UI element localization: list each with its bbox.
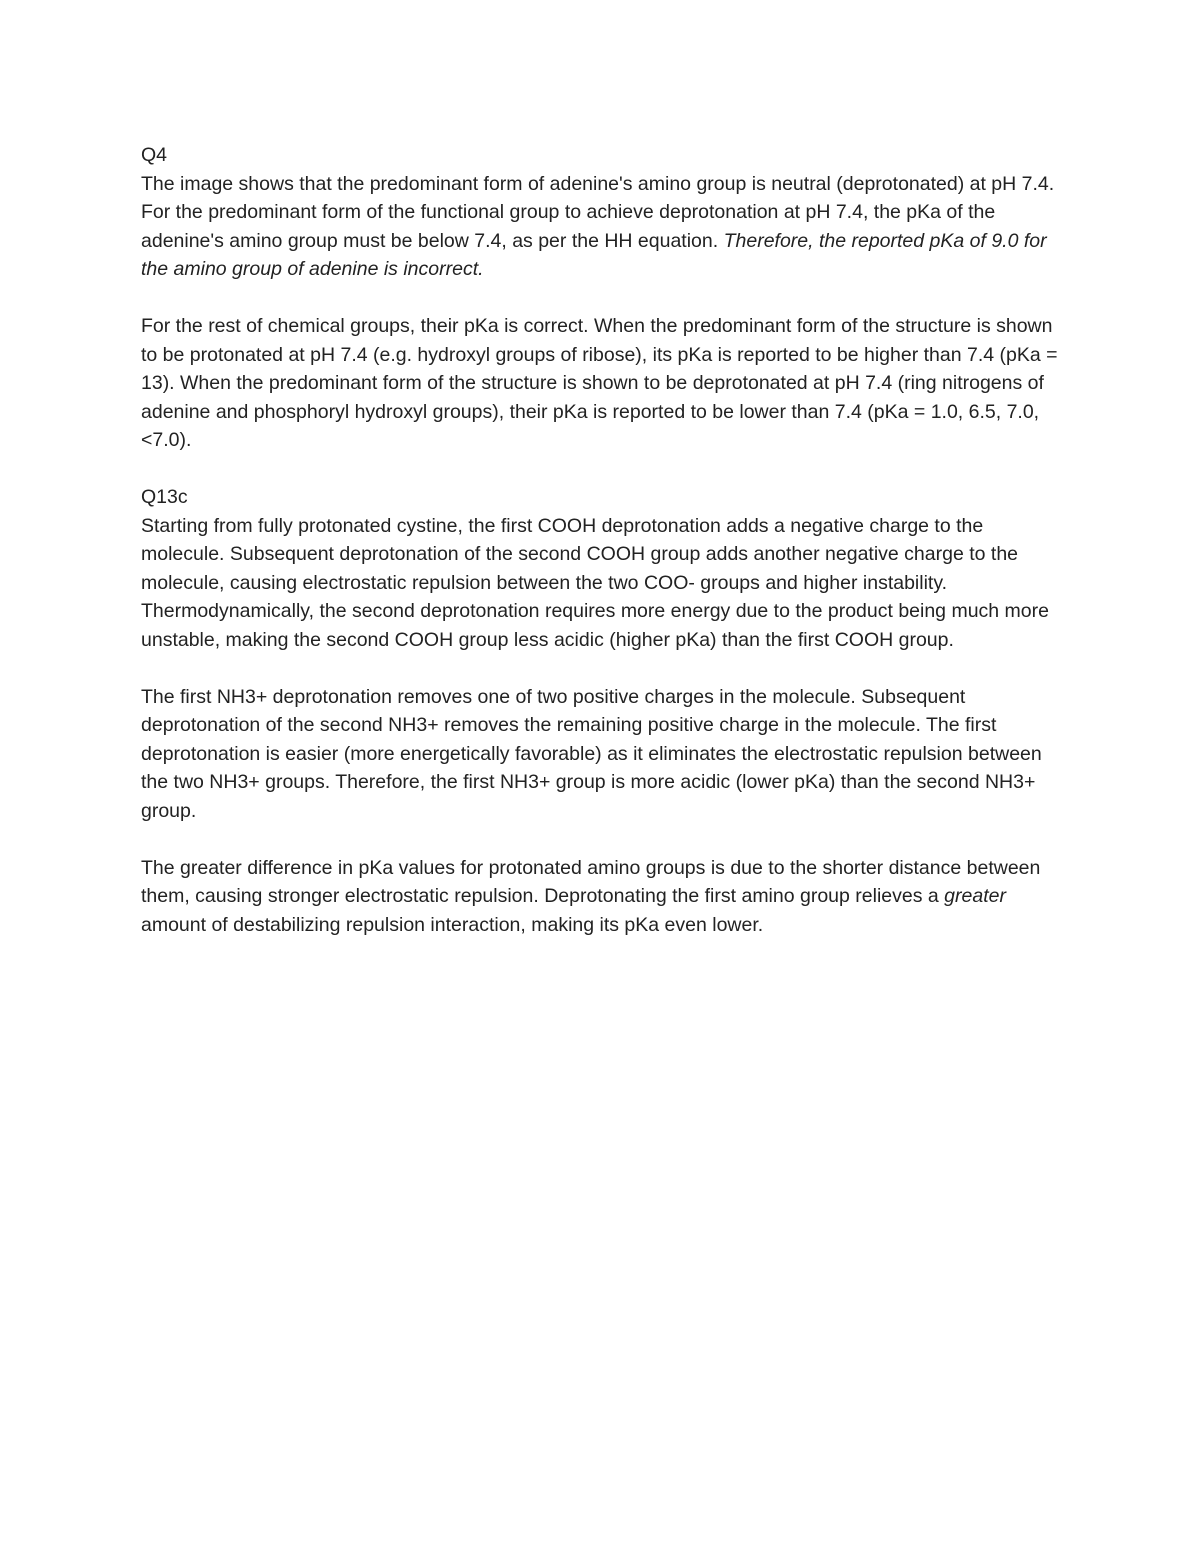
q13c-paragraph-2: The first NH3+ deprotonation removes one of two positive charges in the molecule. Subsequent deprotonation of the second NH3+ removes the remaining positive charge in the molecule. The first deprotonation is easier (more energetically favorable) as it eliminates the electrostatic repulsion between the two NH3+ groups. Therefore, the first NH3+ group is more acidic (lower pKa) than the second NH3+ group. bbox=[141, 685, 1042, 822]
q4-paragraph-2: For the rest of chemical groups, their pKa is correct. When the predominant form of the structure is shown to be protonated at pH 7.4 (e.g. hydroxyl groups of ribose), its pKa is reported to be higher than 7.4 (pKa = 13). When the predominant form of the structure is shown to be deprotonated at pH 7.4 (ring nitrogens of adenine and phosphoryl hydroxyl groups), their pKa is reported to be lower than 7.4 (pKa = 1.0, 6.5, 7.0, <7.0). bbox=[141, 315, 1058, 451]
q4-paragraph-1 bbox=[141, 170, 1071, 284]
document-page bbox=[141, 141, 1071, 968]
q13c-paragraph-3-after: amount of destabilizing repulsion interaction, making its pKa even lower. bbox=[141, 913, 764, 936]
q4-paragraph-1-emphasis: Therefore, the reported pKa of 9.0 for the amino group of adenine is incorrect. bbox=[141, 229, 1047, 280]
q4-paragraph-1-text: The image shows that the predominant form of adenine's amino group is neutral (deprotonated) at pH 7.4. For the predominant form of the functional group to achieve deprotonation at pH 7.4, the pKa of the adenine's amino group must be below 7.4, as per the HH equation. bbox=[141, 172, 1055, 252]
q13c-paragraph-1: Starting from fully protonated cystine, the first COOH deprotonation adds a negative charge to the molecule. Subsequent deprotonation of the second COOH group adds another negative charge to the molecule, causing electrostatic repulsion between the two COO- groups and higher instability. Thermodynamically, the second deprotonation requires more energy due to the product being much more unstable, making the second COOH group less acidic (higher pKa) than the first COOH group. bbox=[141, 514, 1049, 651]
q13c-paragraph-3-emphasis: greater bbox=[944, 885, 1006, 907]
q13c-paragraph-3 bbox=[141, 854, 1071, 940]
q4-heading: Q4 bbox=[141, 144, 168, 166]
q13c-paragraph-3-before: The greater difference in pKa values for protonated amino groups is due to the shorter distance between them, causing stronger electrostatic repulsion. Deprotonating the first amino group relieves a bbox=[141, 856, 1041, 907]
q13c-heading: Q13c bbox=[141, 486, 188, 508]
